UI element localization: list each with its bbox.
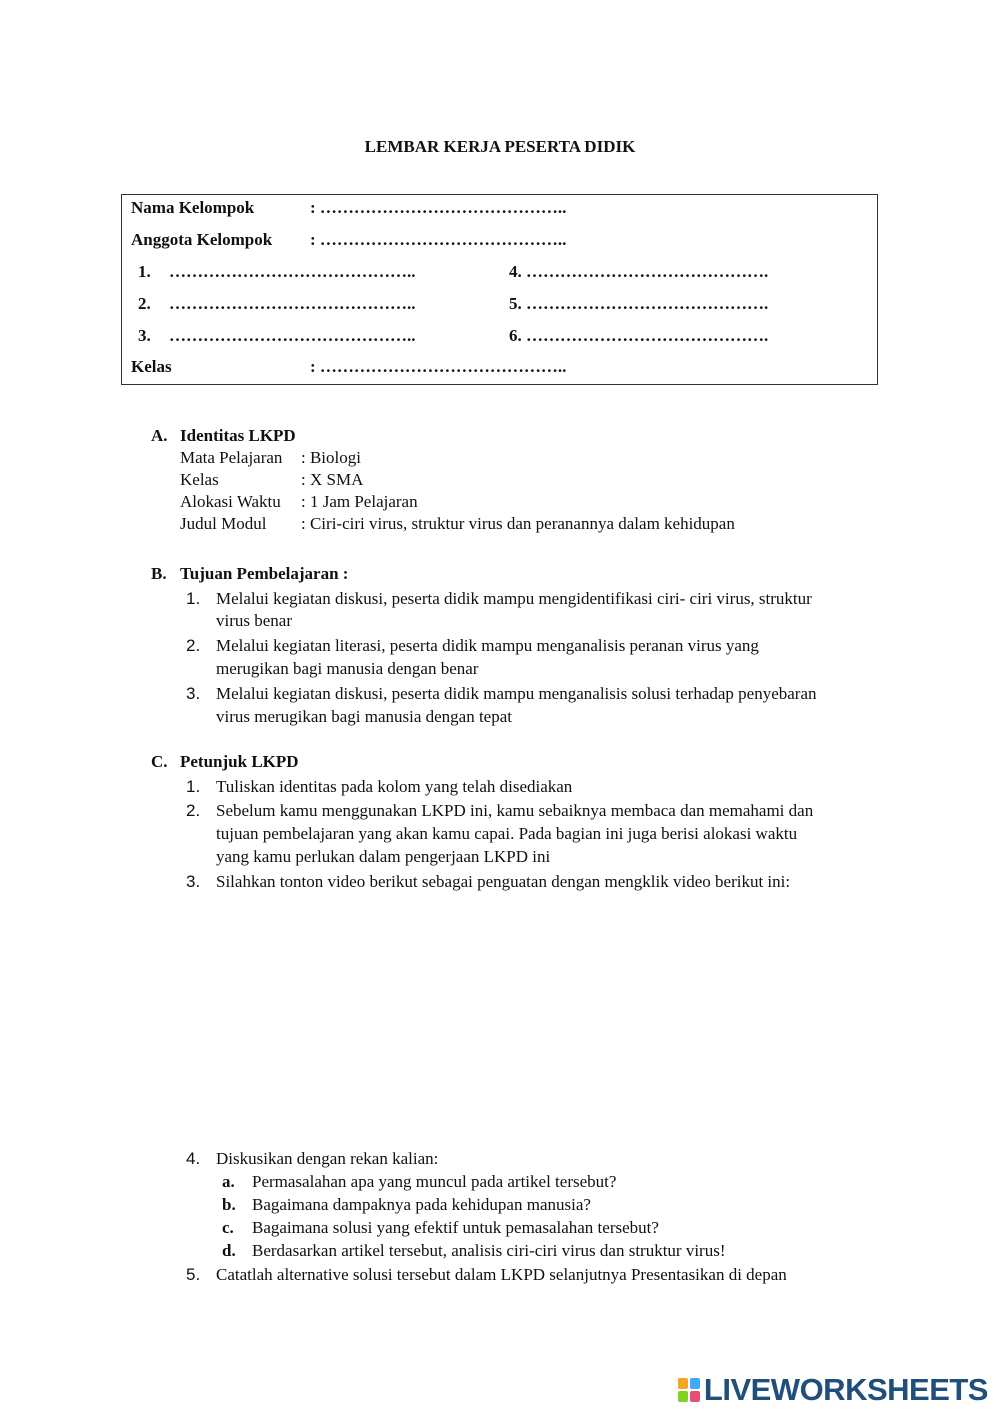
member-number: 2. [138,294,151,313]
list-number: 2. [186,801,201,820]
video-area[interactable] [216,900,816,1140]
sub-item: Berdasarkan artikel tersebut, analisis ciri-ciri virus dan struktur virus! [252,1241,726,1260]
anggota-kelompok-label: Anggota Kelompok [131,230,273,249]
logo-squares-icon [678,1378,700,1402]
member-blank[interactable]: …………………………………….. [169,294,416,313]
kelas-blank[interactable]: : …………………………………….. [310,357,567,376]
sub-item: Bagaimana solusi yang efektif untuk pemasalahan tersebut? [252,1218,659,1237]
list-item: tujuan pembelajaran yang akan kamu capai. Pada bagian ini juga berisi alokasi waktu [216,824,798,843]
list-number: 4. [186,1149,201,1168]
section-a-letter: A. [151,426,168,445]
list-item: Melalui kegiatan diskusi, peserta didik mampu menganalisis solusi terhadap penyebaran [216,684,817,703]
list-number: 2. [186,636,201,655]
member-blank[interactable]: …………………………………….. [169,326,416,345]
sub-item-letter: a. [222,1172,235,1191]
section-b-heading: Tujuan Pembelajaran : [180,564,349,583]
list-item: Sebelum kamu menggunakan LKPD ini, kamu sebaiknya membaca dan memahami dan [216,801,814,820]
list-item: virus merugikan bagi manusia dengan tepat [216,707,512,726]
list-number: 5. [186,1265,201,1284]
liveworksheets-logo[interactable] [678,1372,988,1408]
section-b-letter: B. [151,564,167,583]
nama-kelompok-label: Nama Kelompok [131,198,255,217]
list-number: 1. [186,589,201,608]
identity-label: Kelas [180,470,219,489]
logo-text: LIVEWORKSHEETS [703,1372,988,1407]
anggota-kelompok-blank[interactable]: : …………………………………….. [310,230,567,249]
member-blank[interactable]: 6. ……………………………………. [509,326,769,345]
member-blank[interactable]: 5. ……………………………………. [509,294,769,313]
identity-value: : Biologi [301,448,361,467]
section-c-heading: Petunjuk LKPD [180,752,299,771]
list-number: 3. [186,684,201,703]
identity-value: : X SMA [301,470,364,489]
page-title: LEMBAR KERJA PESERTA DIDIK [364,137,636,156]
kelas-label: Kelas [131,357,172,376]
member-number: 1. [138,262,151,281]
list-item: merugikan bagi manusia dengan benar [216,659,479,678]
list-item: Silahkan tonton video berikut sebagai penguatan dengan mengklik video berikut ini: [216,872,791,891]
list-item: Melalui kegiatan literasi, peserta didik mampu menganalisis peranan virus yang [216,636,759,655]
member-number: 3. [138,326,151,345]
identity-label: Mata Pelajaran [180,448,283,467]
list-item: yang kamu perlukan dalam pengerjaan LKPD ini [216,847,551,866]
list-item: virus benar [216,611,293,630]
list-item: Catatlah alternative solusi tersebut dalam LKPD selanjutnya Presentasikan di depan [216,1265,787,1284]
list-number: 1. [186,777,201,796]
member-blank[interactable]: …………………………………….. [169,262,416,281]
identity-label: Judul Modul [180,514,267,533]
sub-item-letter: b. [222,1195,236,1214]
identity-box [121,194,878,385]
identity-value: : 1 Jam Pelajaran [301,492,418,511]
identity-label: Alokasi Waktu [180,492,281,511]
list-item: Tuliskan identitas pada kolom yang telah disediakan [216,777,573,796]
sub-item: Bagaimana dampaknya pada kehidupan manusia? [252,1195,591,1214]
sub-item-letter: d. [222,1241,236,1260]
list-number: 3. [186,872,201,891]
nama-kelompok-blank[interactable]: : …………………………………….. [310,198,567,217]
list-item: Melalui kegiatan diskusi, peserta didik mampu mengidentifikasi ciri- ciri virus, struktur [216,589,812,608]
identity-value: : Ciri-ciri virus, struktur virus dan peranannya dalam kehidupan [301,514,735,533]
section-a-heading: Identitas LKPD [180,426,296,445]
section-c-letter: C. [151,752,168,771]
sub-item: Permasalahan apa yang muncul pada artikel tersebut? [252,1172,617,1191]
list-item: Diskusikan dengan rekan kalian: [216,1149,439,1168]
sub-item-letter: c. [222,1218,234,1237]
member-blank[interactable]: 4. ……………………………………. [509,262,769,281]
